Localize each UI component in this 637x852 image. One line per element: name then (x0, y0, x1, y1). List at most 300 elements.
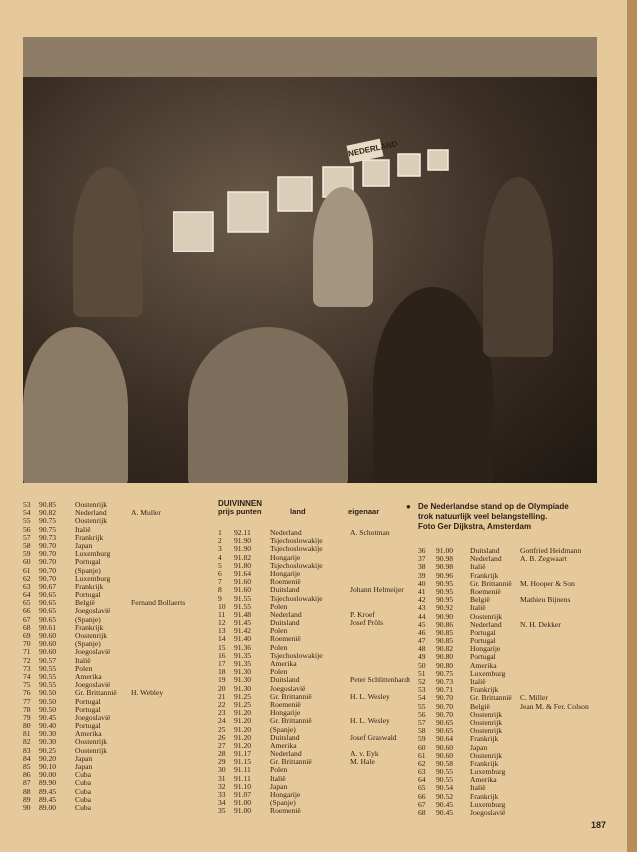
result-points: 90.65 (436, 717, 454, 727)
result-rank: 11 (218, 609, 226, 619)
result-rank: 19 (218, 675, 226, 685)
result-country: Gr. Brittannië (270, 691, 312, 701)
result-points: 90.65 (39, 614, 57, 624)
result-country: Luxemburg (75, 549, 111, 559)
result-country: Frankrijk (470, 734, 499, 744)
result-points: 90.30 (39, 737, 57, 747)
result-country: Roemenië (270, 699, 301, 709)
result-owner: N. H. Dekker (520, 619, 561, 629)
result-country: Amerika (470, 775, 497, 785)
result-points: 90.82 (39, 508, 57, 518)
result-country: Hongarije (270, 552, 301, 562)
result-points: 91.20 (234, 708, 252, 718)
result-rank: 4 (218, 552, 222, 562)
caption-line-1: De Nederlandse stand op de Olympiade (418, 502, 569, 511)
result-owner: Gottfried Heidmann (520, 546, 582, 555)
photo-caption (406, 502, 598, 532)
result-points: 91.42 (234, 626, 252, 636)
result-country: Portugal (75, 696, 101, 706)
result-points: 90.85 (39, 500, 57, 509)
result-country: Gr. Brittannië (270, 716, 312, 726)
result-owner: Johann Helmeijer (350, 585, 404, 595)
result-points: 91.80 (234, 560, 252, 570)
result-country: Nederland (270, 749, 302, 759)
section-title-duivinnen: DUIVINNEN (218, 499, 263, 508)
photo-background-banner (23, 37, 597, 77)
result-country: Oostenrijk (470, 611, 503, 621)
result-rank: 48 (418, 644, 426, 654)
result-rank: 29 (218, 757, 226, 767)
person-foreground-dark-coat (373, 287, 493, 483)
result-country: Joegoslavië (75, 680, 111, 690)
result-rank: 59 (23, 549, 31, 559)
result-country: Joegoslavië (470, 808, 506, 817)
result-country: België (470, 701, 490, 711)
result-owner: H. Webley (131, 688, 164, 698)
nederland-stand-sign: NEDERLAND (347, 139, 384, 164)
result-rank: 65 (23, 598, 31, 608)
result-rank: 53 (418, 685, 426, 695)
result-points: 90.98 (436, 554, 454, 564)
result-country: Hongarije (470, 644, 501, 654)
result-rank: 60 (418, 742, 426, 752)
result-points: 91.25 (234, 691, 252, 701)
caption-line-3: Foto Ger Dijkstra, Amsterdam (418, 522, 532, 531)
result-country: Luxemburg (470, 767, 506, 777)
result-country: (Spanje) (270, 724, 296, 734)
result-rank: 73 (23, 663, 31, 673)
result-points: 90.70 (436, 709, 454, 719)
right-results-table (418, 547, 598, 817)
result-country: Gr. Brittannië (270, 757, 312, 767)
result-country: Luxemburg (470, 799, 506, 809)
result-rank: 55 (418, 701, 426, 711)
result-points: 90.45 (436, 799, 454, 809)
result-country: Italië (270, 773, 286, 783)
result-rank: 24 (218, 716, 226, 726)
result-rank: 7 (218, 577, 222, 587)
result-country: Joegoslavië (270, 683, 306, 693)
result-points: 90.55 (39, 671, 57, 681)
result-points: 91.15 (234, 757, 252, 767)
result-points: 90.54 (436, 783, 454, 793)
result-rank: 58 (23, 540, 31, 550)
result-points: 91.20 (234, 724, 252, 734)
result-points: 90.00 (39, 770, 57, 780)
result-points: 91.60 (234, 577, 252, 587)
result-rank: 38 (418, 562, 426, 572)
person-right-man (483, 177, 553, 357)
result-points: 90.52 (436, 791, 454, 801)
result-rank: 41 (418, 586, 426, 596)
result-rank: 18 (218, 667, 226, 677)
result-country: Portugal (470, 636, 496, 646)
result-points: 91.35 (234, 659, 252, 668)
result-rank: 5 (218, 560, 222, 570)
result-country: Italië (75, 655, 91, 665)
result-rank: 68 (418, 808, 426, 817)
result-points: 91.55 (234, 601, 252, 611)
result-rank: 8 (218, 585, 222, 595)
result-rank: 23 (218, 708, 226, 718)
result-rank: 62 (418, 758, 426, 768)
result-rank: 72 (23, 655, 31, 665)
result-rank: 33 (218, 790, 226, 799)
result-points: 91.20 (234, 716, 252, 726)
person-foreground-grey-hair (188, 327, 348, 483)
result-country: Roemenië (470, 586, 501, 596)
result-country: Japan (470, 742, 488, 752)
result-country: Joegoslavië (75, 606, 111, 616)
result-owner: M. Hooper & Son (520, 578, 575, 588)
result-rank: 57 (418, 717, 426, 727)
result-country: Tsjechoslowakije (270, 593, 323, 603)
result-points: 90.50 (39, 696, 57, 706)
result-points: 91.48 (234, 609, 252, 619)
result-country: Nederland (470, 554, 502, 564)
result-points: 90.60 (436, 742, 454, 752)
result-points: 90.65 (436, 726, 454, 736)
result-points: 90.73 (436, 677, 454, 686)
result-country: (Spanje) (270, 798, 296, 808)
result-points: 90.45 (39, 712, 57, 722)
result-rank: 69 (23, 631, 31, 640)
result-rank: 53 (23, 500, 31, 509)
crowd-photo (23, 37, 597, 483)
result-owner: H. L. Wesley (350, 691, 390, 701)
result-country: Cuba (75, 802, 92, 812)
result-points: 91.20 (234, 740, 252, 750)
result-country: België (470, 595, 490, 605)
result-points: 91.30 (234, 675, 252, 685)
result-country: Gr. Brittannië (75, 688, 117, 698)
result-country: Oostenrijk (75, 516, 108, 526)
result-country: Japan (75, 540, 93, 550)
result-owner: A. Schotman (350, 528, 390, 537)
result-rank: 36 (418, 546, 426, 555)
result-points: 90.95 (436, 586, 454, 596)
result-points: 90.25 (39, 745, 57, 755)
result-points: 91.00 (436, 546, 454, 555)
result-points: 90.50 (39, 688, 57, 698)
result-points: 90.70 (39, 557, 57, 567)
result-points: 91.11 (234, 773, 251, 783)
result-country: Italië (470, 783, 486, 793)
result-points: 90.60 (39, 631, 57, 640)
result-country: Luxemburg (470, 668, 506, 678)
result-rank: 64 (418, 775, 426, 785)
result-owner: M. Hale (350, 757, 375, 767)
result-rank: 20 (218, 683, 226, 693)
result-points: 90.55 (39, 663, 57, 673)
result-points: 90.60 (39, 647, 57, 657)
result-points: 90.70 (39, 573, 57, 583)
result-country: Polen (270, 642, 288, 652)
result-rank: 17 (218, 659, 226, 668)
result-country: Gr. Brittannië (470, 578, 512, 588)
result-country: Oostenrijk (75, 737, 108, 747)
result-country: Portugal (75, 721, 101, 731)
result-country: België (75, 598, 95, 608)
person-foreground-boy (23, 327, 128, 483)
result-points: 90.40 (39, 721, 57, 731)
result-rank: 54 (418, 693, 426, 703)
result-points: 90.55 (436, 767, 454, 777)
result-rank: 87 (23, 778, 31, 788)
result-points: 90.75 (39, 524, 57, 534)
result-country: Nederland (270, 528, 302, 537)
result-rank: 85 (23, 762, 31, 771)
result-country: Italië (75, 524, 91, 534)
result-points: 91.90 (234, 536, 252, 546)
result-country: Oostenrijk (75, 631, 108, 640)
result-rank: 32 (218, 781, 226, 791)
result-country: Portugal (470, 652, 496, 662)
result-rank: 1 (218, 528, 222, 537)
result-country: Tsjechoslowakije (270, 544, 323, 554)
result-rank: 61 (418, 750, 426, 760)
result-country: Duitsland (270, 618, 300, 628)
result-rank: 55 (23, 516, 31, 526)
result-country: Oostenrijk (470, 726, 503, 736)
result-rank: 67 (418, 799, 426, 809)
result-points: 89.00 (39, 802, 57, 812)
result-rank: 64 (23, 590, 31, 600)
result-country: Amerika (75, 729, 102, 739)
result-country: Joegoslavië (75, 712, 111, 722)
result-row (218, 807, 413, 815)
result-rank: 2 (218, 536, 222, 546)
result-points: 90.75 (436, 668, 454, 678)
person-left-jacket (73, 167, 143, 317)
result-rank: 27 (218, 740, 226, 750)
result-rank: 6 (218, 568, 222, 578)
result-owner: A. B. Zegwaart (520, 554, 567, 564)
result-points: 90.70 (39, 540, 57, 550)
result-country: Amerika (270, 659, 297, 668)
person-woman-center (313, 187, 373, 307)
result-country: Oostenrijk (470, 750, 503, 760)
result-country: Cuba (75, 794, 92, 804)
middle-results-table (218, 529, 413, 816)
result-points: 90.80 (436, 652, 454, 662)
result-rank: 57 (23, 532, 31, 542)
result-country: Frankrijk (75, 581, 104, 591)
result-country: Frankrijk (470, 791, 499, 801)
result-rank: 22 (218, 699, 226, 709)
result-country: Polen (270, 765, 288, 775)
result-country: Portugal (75, 590, 101, 600)
result-rank: 14 (218, 634, 226, 644)
result-rank: 46 (418, 627, 426, 637)
result-points: 91.10 (234, 781, 252, 791)
result-country: Nederland (75, 508, 107, 518)
result-rank: 42 (418, 595, 426, 605)
result-points: 90.60 (436, 750, 454, 760)
result-points: 89.45 (39, 786, 57, 796)
result-points: 90.95 (436, 595, 454, 605)
result-country: Oostenrijk (75, 745, 108, 755)
result-rank: 75 (23, 680, 31, 690)
result-country: Frankrijk (75, 532, 104, 542)
result-points: 90.61 (39, 622, 57, 632)
result-rank: 60 (23, 557, 31, 567)
result-points: 90.67 (39, 581, 57, 591)
result-rank: 9 (218, 593, 222, 603)
result-country: Polen (75, 663, 93, 673)
result-country: Polen (270, 601, 288, 611)
result-points: 90.45 (436, 808, 454, 817)
result-owner: P. Kroef (350, 609, 375, 619)
result-rank: 49 (418, 652, 426, 662)
result-points: 90.73 (39, 532, 57, 542)
result-rank: 58 (418, 726, 426, 736)
result-country: Polen (270, 626, 288, 636)
result-rank: 25 (218, 724, 226, 734)
result-points: 90.71 (436, 685, 454, 695)
result-rank: 45 (418, 619, 426, 629)
result-rank: 71 (23, 647, 31, 657)
result-country: Luxemburg (75, 573, 111, 583)
result-points: 90.80 (436, 660, 454, 670)
result-points: 90.75 (39, 516, 57, 526)
result-points: 91.82 (234, 552, 252, 562)
result-points: 90.64 (436, 734, 454, 744)
result-country: Italië (470, 603, 486, 613)
result-rank: 84 (23, 753, 31, 763)
result-owner: A. v. Eyk (350, 749, 379, 759)
result-owner: C. Miller (520, 693, 548, 703)
caption-bullet: ● (406, 502, 411, 511)
result-country: Cuba (75, 786, 92, 796)
result-points: 91.90 (234, 544, 252, 554)
result-points: 90.57 (39, 655, 57, 665)
result-points: 90.70 (436, 701, 454, 711)
result-owner: Mathieu Bijnens (520, 595, 571, 605)
result-points: 90.70 (39, 565, 57, 575)
result-rank: 61 (23, 565, 31, 575)
result-country: Italië (470, 677, 486, 686)
result-rank: 65 (418, 783, 426, 793)
result-rank: 13 (218, 626, 226, 636)
caption-line-2: trok natuurlijk veel belangstelling. (418, 512, 548, 521)
result-country: Tsjechoslowakije (270, 560, 323, 570)
result-rank: 79 (23, 712, 31, 722)
result-rank: 39 (418, 570, 426, 580)
result-rank: 62 (23, 573, 31, 583)
result-points: 90.98 (436, 562, 454, 572)
result-country: Japan (270, 781, 288, 791)
result-rank: 67 (23, 614, 31, 624)
result-points: 90.70 (436, 693, 454, 703)
result-rank: 68 (23, 622, 31, 632)
result-rank: 63 (23, 581, 31, 591)
result-rank: 66 (418, 791, 426, 801)
result-rank: 30 (218, 765, 226, 775)
result-rank: 86 (23, 770, 31, 780)
result-country: Hongarije (270, 708, 301, 718)
result-country: Hongarije (270, 790, 301, 799)
result-rank: 52 (418, 677, 426, 686)
result-owner: Josef Pröls (350, 618, 384, 628)
result-points: 89.45 (39, 794, 57, 804)
result-rank: 3 (218, 544, 222, 554)
result-country: Portugal (75, 704, 101, 714)
result-points: 91.35 (234, 650, 252, 660)
result-points: 90.85 (436, 636, 454, 646)
result-points: 91.55 (234, 593, 252, 603)
result-points: 91.45 (234, 618, 252, 628)
result-points: 89.90 (39, 778, 57, 788)
result-rank: 74 (23, 671, 31, 681)
result-rank: 43 (418, 603, 426, 613)
result-country: Tsjechoslowakije (270, 536, 323, 546)
page-number: 187 (591, 820, 607, 830)
result-country: Frankrijk (470, 758, 499, 768)
result-points: 90.65 (39, 598, 57, 608)
result-country: Japan (75, 762, 93, 771)
result-rank: 28 (218, 749, 226, 759)
result-rank: 37 (418, 554, 426, 564)
result-rank: 51 (418, 668, 426, 678)
result-country: Nederland (470, 619, 502, 629)
result-row (418, 809, 598, 817)
result-country: Frankrijk (470, 570, 499, 580)
result-points: 90.20 (39, 753, 57, 763)
result-country: Cuba (75, 770, 92, 780)
result-country: Portugal (470, 627, 496, 637)
result-points: 90.82 (436, 644, 454, 654)
result-rank: 21 (218, 691, 226, 701)
result-rank: 12 (218, 618, 226, 628)
result-country: Amerika (270, 740, 297, 750)
result-rank: 76 (23, 688, 31, 698)
result-points: 91.40 (234, 634, 252, 644)
result-points: 90.95 (436, 578, 454, 588)
result-country: Amerika (75, 671, 102, 681)
result-country: (Spanje) (75, 614, 101, 624)
result-points: 90.86 (436, 619, 454, 629)
result-points: 91.60 (234, 585, 252, 595)
result-rank: 31 (218, 773, 226, 783)
result-rank: 80 (23, 721, 31, 731)
result-rank: 40 (418, 578, 426, 588)
result-rank: 15 (218, 642, 226, 652)
page-edge (627, 0, 637, 852)
result-owner: Josef Graswald (350, 732, 397, 742)
result-points: 90.58 (436, 758, 454, 768)
result-points: 90.55 (39, 680, 57, 690)
result-country: Roemenië (270, 806, 301, 816)
result-points: 90.85 (436, 627, 454, 637)
result-country: Duitsland (470, 546, 500, 555)
result-country: Tsjechoslowakije (270, 650, 323, 660)
result-country: Roemenië (270, 577, 301, 587)
result-rank: 56 (23, 524, 31, 534)
result-country: Oostenrijk (470, 709, 503, 719)
result-rank: 66 (23, 606, 31, 616)
result-rank: 63 (418, 767, 426, 777)
result-points: 90.10 (39, 762, 57, 771)
result-rank: 44 (418, 611, 426, 621)
result-points: 91.00 (234, 798, 252, 808)
result-country: (Spanje) (75, 565, 101, 575)
result-country: Frankrijk (75, 622, 104, 632)
result-points: 91.30 (234, 667, 252, 677)
result-points: 91.17 (234, 749, 252, 759)
result-country: Joegoslavië (75, 647, 111, 657)
result-points: 91.25 (234, 699, 252, 709)
